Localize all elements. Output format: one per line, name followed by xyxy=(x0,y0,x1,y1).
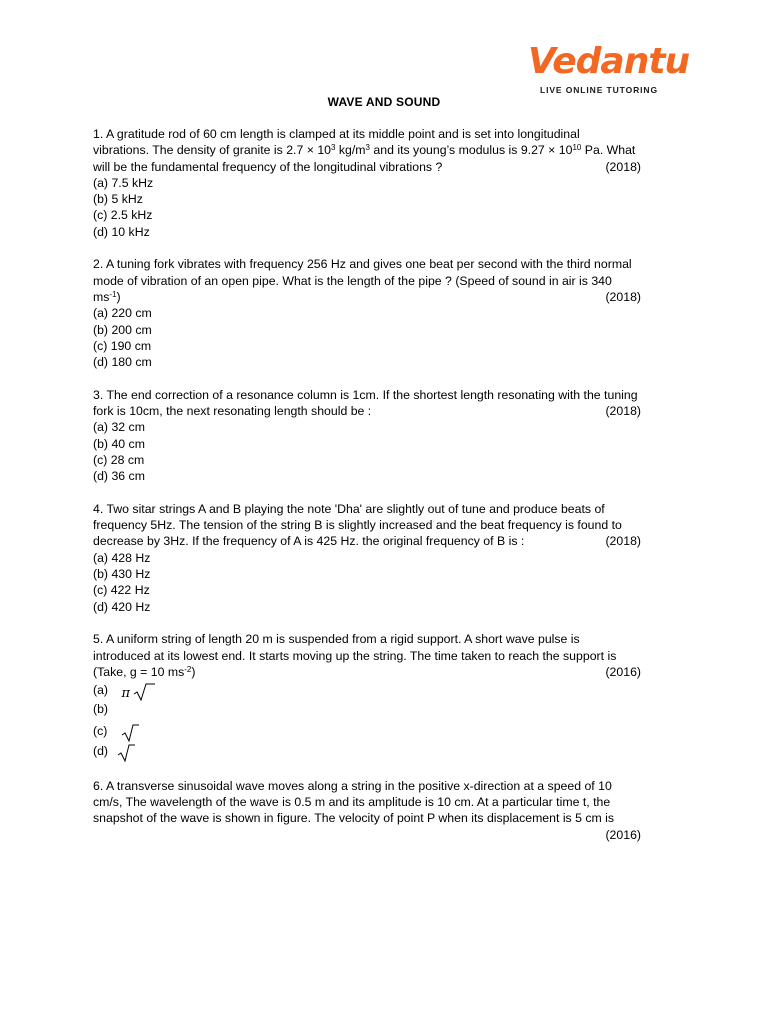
question-2 xyxy=(93,256,677,370)
year-label: (2016) xyxy=(605,664,641,679)
option-b: (b) 430 Hz xyxy=(93,567,151,582)
option-a: (a) π xyxy=(93,680,677,701)
option-b: (b) 200 cm xyxy=(93,322,152,337)
question-line: 6. A transverse sinusoidal wave moves along a string in the positive x-direction at a speed of 10 xyxy=(93,778,612,793)
question-line: (Take, g = 10 $ms^{-2}$) (2016) xyxy=(93,664,641,679)
question-5 xyxy=(93,631,677,761)
option-a: (a) 428 Hz xyxy=(93,550,151,565)
option-b: (b) xyxy=(93,701,109,716)
sqrt-icon xyxy=(133,683,155,701)
year-label: (2018) xyxy=(605,404,641,419)
question-line: frequency 5Hz. The tension of the string B is slightly increased and the beat frequency is found to xyxy=(93,518,622,533)
question-text xyxy=(93,256,677,305)
vedantu-logo xyxy=(528,40,690,98)
sqrt-icon xyxy=(117,744,135,762)
pi-sqrt-formula xyxy=(121,683,155,705)
option-d: (d) 420 Hz xyxy=(93,599,151,614)
question-line: 5. A uniform string of length 20 m is suspended from a rigid support. A short wave pulse is xyxy=(93,632,580,647)
question-line: 1. A gratitude rod of 60 cm length is clamped at its middle point and is set into longitudinal xyxy=(93,127,580,141)
question-line: 2. A tuning fork vibrates with frequency 256 Hz and gives one beat per second with the third normal xyxy=(93,257,632,272)
question-6 xyxy=(93,778,677,843)
question-1 xyxy=(93,126,677,240)
option-b: (b) 40 cm xyxy=(93,436,145,451)
question-4 xyxy=(93,501,677,615)
option-c: (c) 2.5 kHz xyxy=(93,208,153,223)
option-d: (d) 10 kHz xyxy=(93,224,150,239)
question-text xyxy=(93,631,677,680)
question-line: vibrations. The density of granite is $2.7 \times 10^3$ $kg/m^3$ and its young’s modulus is $9.27 \times 10^{10}$ Pa. What xyxy=(93,143,636,158)
year-label: (2018) xyxy=(605,159,641,174)
question-line: will be the fundamental frequency of the longitudinal vibrations ? (2018) xyxy=(93,159,641,174)
option-d: (d) xyxy=(93,741,677,762)
option-d: (d) 36 cm xyxy=(93,469,145,484)
option-b: (b) 5 kHz xyxy=(93,192,143,207)
question-line: mode of vibration of an open pipe. What is the length of the pipe ? (Speed of sound in air is 340 xyxy=(93,273,612,288)
question-text xyxy=(93,126,677,175)
question-text xyxy=(93,778,677,843)
question-line: 4. Two sitar strings A and B playing the note 'Dha' are slightly out of tune and produce beats of xyxy=(93,501,605,516)
option-c: (c) 190 cm xyxy=(93,338,152,353)
sqrt-icon xyxy=(121,724,139,742)
option-c: (c) 422 Hz xyxy=(93,583,150,598)
question-line: fork is 10cm, the next resonating length should be : (2018) xyxy=(93,404,641,419)
question-line: decrease by 3Hz. If the frequency of A is 425 Hz. the original frequency of B is : (2018) xyxy=(93,534,641,549)
question-text xyxy=(93,387,677,420)
option-c: (c) xyxy=(93,721,677,742)
question-line: $ms^{-1}$) (2018) xyxy=(93,289,641,304)
question-line xyxy=(93,827,677,843)
question-text xyxy=(93,501,677,550)
question-line: cm/s, The wavelength of the wave is 0.5 m and its amplitude is 10 cm. At a particular time t, the xyxy=(93,795,611,810)
question-list xyxy=(93,126,677,859)
option-a: (a) 220 cm xyxy=(93,306,152,321)
pi-symbol: π xyxy=(121,686,130,702)
option-d: (d) 180 cm xyxy=(93,355,152,370)
question-line: 3. The end correction of a resonance column is 1cm. If the shortest length resonating with the tuning xyxy=(93,387,638,402)
year-label: (2018) xyxy=(605,534,641,549)
question-line: snapshot of the wave is shown in figure. The velocity of point P when its displacement is 5 cm is xyxy=(93,811,615,826)
sqrt-formula xyxy=(117,744,135,765)
year-label: (2016) xyxy=(605,827,641,842)
option-c: (c) 28 cm xyxy=(93,452,145,467)
logo-wordmark: Vedantu xyxy=(528,41,690,82)
question-line: introduced at its lowest end. It starts moving up the string. The time taken to reach the support is xyxy=(93,648,617,663)
logo-tagline: LIVE ONLINE TUTORING xyxy=(540,85,658,95)
question-3 xyxy=(93,387,677,485)
option-a: (a) 7.5 kHz xyxy=(93,175,154,190)
year-label: (2018) xyxy=(605,289,641,304)
option-a: (a) 32 cm xyxy=(93,420,145,435)
page-title: WAVE AND SOUND xyxy=(327,95,441,109)
